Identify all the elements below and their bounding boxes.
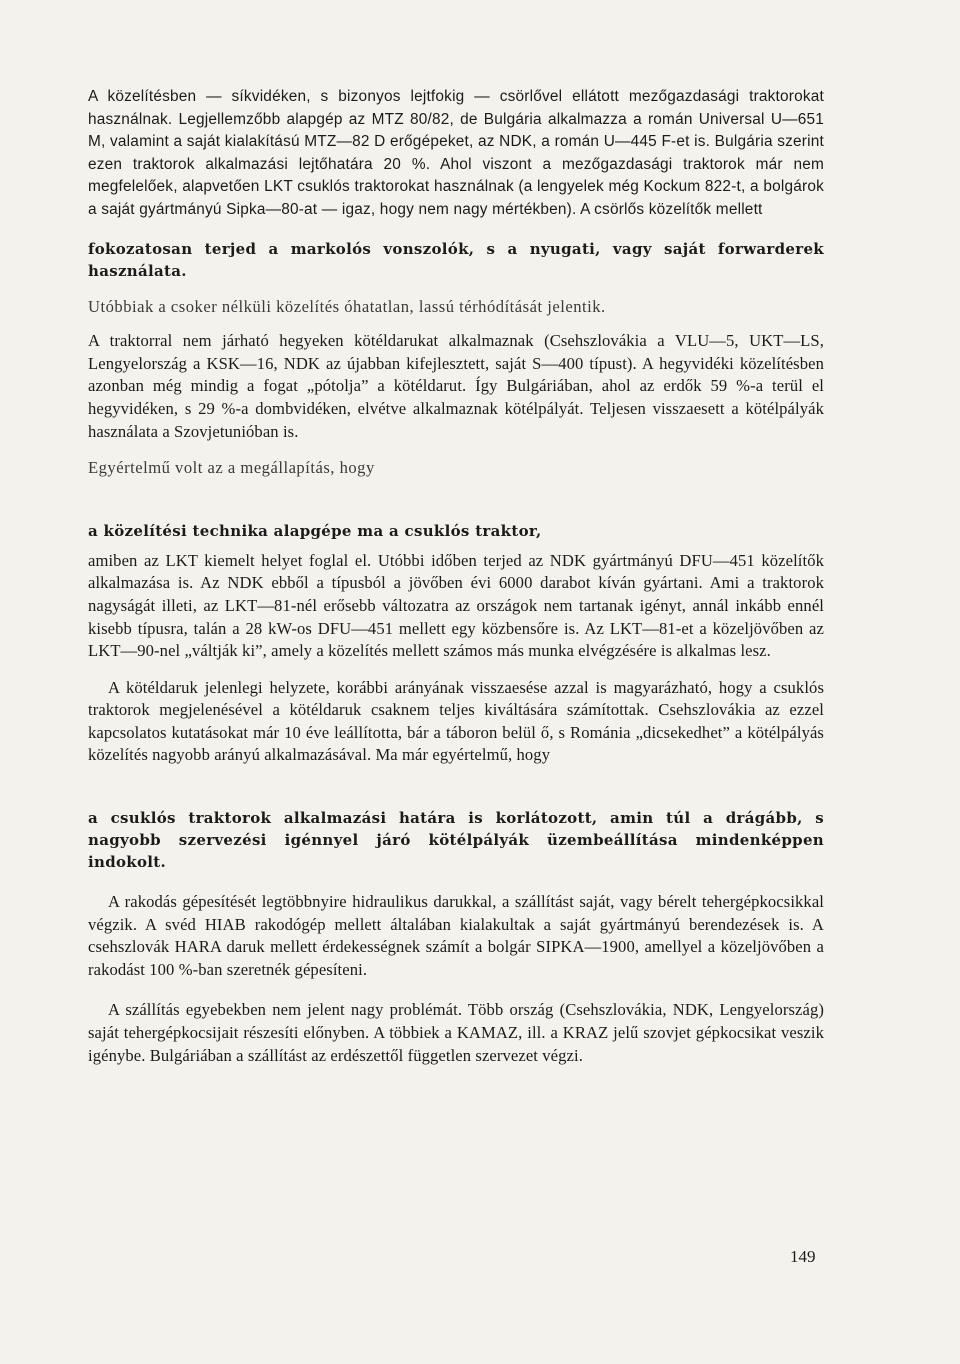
- paragraph-skidding-tractors: A közelítésben — síkvidéken, s bizonyos lejtfokig — csörlővel ellátott mezőgazdasági traktorokat használnak. Legjellemzőbb alapgép az MTZ 80/82, de Bulgária alkalmazza a román Universal U—651 M, valamint a saját kialakítású MTZ—82 D erőgépeket, az NDK, a román U—445 F-et is. Bulgária szerint ezen traktorok alkalmazási lejtőhatára 20 %. Ahol viszont a mezőgazdasági traktorok már nem megfelelőek, alapvetően LKT csuklós traktorokat használnak (a lengyelek még Kockum 822-t, a bolgárok a saját gyártmányú Sipka—80-at — igaz, hogy nem nagy mértékben). A csörlős közelítők mellett: [88, 88, 824, 218]
- paragraph-cable-cranes: A traktorral nem járható hegyeken kötéldarukat alkalmaznak (Csehszlovákia a VLU—5, UKT—LS, Lengyelország a KSK—16, NDK az újabban kifejlesztett, saját S—400 típust). A hegyvidéki közelítésben azonban még mindig a fogat „pótolja” a kötéldarut. Így Bulgáriában, ahol az erdők 59 %-a terül el hegyvidéken, s 29 %-a dombvidéken, elvétve alkalmaznak kötélpályát. Teljesen visszaesett a kötélpályák használata a Szovjetunióban is.: [88, 331, 824, 441]
- paragraph-chokerless-skidding: Utóbbiak a csoker nélküli közelítés óhatatlan, lassú térhódítását jelentik.: [88, 296, 606, 316]
- paragraph-limits-bold: a csuklós traktorok alkalmazási határa is korlátozott, amin túl a drágább, s nagyobb szervezési igénnyel járó kötélpályák üzembeállítása mindenképpen indokolt.: [88, 809, 824, 872]
- book-page: [88, 86, 824, 1346]
- paragraph-cable-crane-situation: A kötéldaruk jelenlegi helyzete, korábbi arányának visszaesése azzal is magyarázható, hogy a csuklós traktorok megjelenésével a kötéldaruk csaknem teljes kiváltására számítottak. Csehszlovákia az ezzel kapcsolatos kutatásokat már 10 éve leállította, bár a táboron belül ő, s Románia „dicsekedhet” a kötélpályás közelítés nagyobb arányú alkalmazásával. Ma már egyértelmű, hogy: [88, 677, 824, 765]
- paragraph-conclusion-intro: Egyértelmű volt az a megállapítás, hogy: [88, 458, 375, 478]
- paragraph-transport: A szállítás egyebekben nem jelent nagy problémát. Több ország (Csehszlovákia, NDK, Lengyelország) saját tehergépkocsijait részesíti előnyben. A többiek a KAMAZ, ill. a KRAZ jelű szovjet gépkocsikat veszik igénybe. Bulgáriában a szállítást az erdészettől független szervezet végzi.: [88, 1000, 824, 1065]
- paragraph-lkt-tractors: amiben az LKT kiemelt helyet foglal el. Utóbbi időben terjed az NDK gyártmányú DFU—451 közelítők alkalmazása is. Az NDK ebből a típusból a jövőben évi 6000 darabot kíván gyártani. Ami a traktorok nagyságát illeti, az LKT—81-nél erősebb változatra az országok nem tartanak igényt, annál inkább ennél kisebb típusra, talán a 28 kW-os DFU—451 mellett egy közbensőre is. Az LKT—81-et a közeljövőben az LKT—90-nel „váltják ki”, amely a közelítés mellett számos más munka elvégzésére is alkalmas lesz.: [88, 550, 824, 661]
- paragraph-loading: A rakodás gépesítését legtöbbnyire hidraulikus darukkal, a szállítást saját, vagy bérelt tehergépkocsikkal végzik. A svéd HIAB rakodógép mellett általában kialakultak a saját gyártmányú berendezések is. A csehszlovák HARA daruk mellett érdekességnek számít a bolgár SIPKA—1900, amellyel a közeljövőben a rakodást 100 %-ban szeretnék gépesíteni.: [88, 892, 824, 979]
- paragraph-grapple-skidders-bold: fokozatosan terjed a markolós vonszolók, s a nyugati, vagy saját forwarderek használata.: [88, 239, 824, 280]
- page-number: 149: [790, 1247, 816, 1266]
- paragraph-articulated-tractor-bold: a közelítési technika alapgépe ma a csuklós traktor,: [88, 521, 542, 540]
